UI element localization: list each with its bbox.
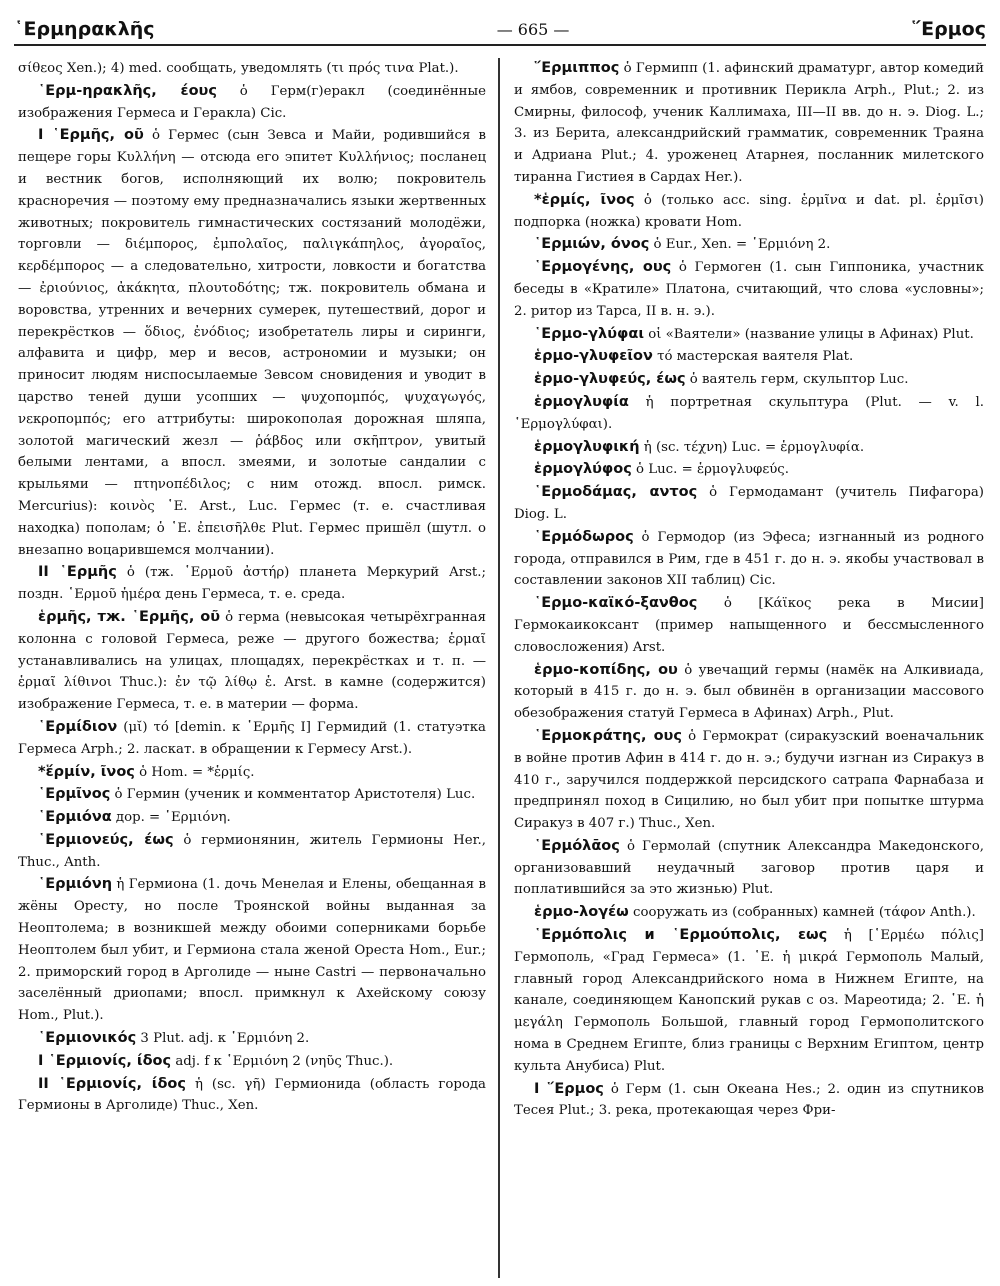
dictionary-entry [514, 437, 984, 459]
entry-definition: ὁ Гермин (ученик и комментатор Аристотеля) Luc. [110, 787, 476, 803]
entry-definition: ἡ [῾Ερμέω πόλις] Гермополь, «Град Гермеса» (1. ῾Ε. ἡ μικρά Гермополь Малый, главный город Александрийского нома в Нижнем Египте, на канале, соединяющем Канопский рукав с оз. Мареотида; 2. ῾Ε. ἡ μεγάλη Гермополь Большой, главный город Гермополитского нома в Среднем Египте, близ границы с Верхним Египтом, центр культа Анубиса) Plut. [514, 928, 984, 1074]
entry-headword: ῾Ερμογένης, ους [534, 259, 672, 276]
entry-headword: ῾Ερμίδιον [38, 718, 118, 735]
dictionary-entry [514, 1079, 984, 1123]
entry-headword: ἑρμογλυφία [534, 393, 629, 410]
entry-headword: *ἕρμίν, ῖνος [38, 763, 135, 780]
entry-definition: ὁ Гермодамант (учитель Пифагора) Diog. L. [514, 485, 984, 522]
entry-definition: ἡ (sc. γῆ) Гермионида (область города Гермионы в Арголиде) Thuc., Xen. [18, 1076, 486, 1114]
entry-headword: ῾Ερμ-ηρακλῆς, έους [38, 82, 217, 99]
dictionary-entry [514, 190, 984, 234]
left-column [14, 58, 500, 1278]
dictionary-entry [514, 324, 984, 346]
dictionary-entry [18, 807, 486, 829]
entry-definition: дор. = ῾Ερμιόνη. [111, 810, 231, 826]
dictionary-entry [18, 784, 486, 806]
page-header [14, 14, 986, 46]
entry-definition: сооружать из (собранных) камней (τάφον Anth.). [628, 905, 976, 921]
dictionary-entry [18, 717, 486, 761]
dictionary-entry [18, 562, 486, 606]
entry-headword: ῾Ερμιόνη [38, 876, 113, 893]
dictionary-entry [18, 830, 486, 874]
dictionary-entry [514, 346, 984, 368]
dictionary-entry [514, 482, 984, 526]
entry-headword: ῾Ερμοκράτης, ους [534, 727, 682, 744]
running-head-left: ῾Ερμηρακλῆς [14, 18, 155, 40]
entry-headword: ἑρμο-γλυφεύς, έως [534, 371, 686, 388]
entry-headword: ῞Ερμιππος [534, 60, 620, 76]
entry-headword: ἑρμο-λογέω [534, 904, 629, 921]
entry-definition: ὁ Гермес (сын Зевса и Майи, родившийся в пещере горы Κυλλήνη — отсюда его эпитет Κυλλήνιος; посланец и вестник богов, исполняющий их волю; покровитель красноречия — поэтому ему предназначались языки жертвенных животных; покровитель гимнастических состязаний молодёжи, торговли — διέμπορος, ἐμπολαῖος, παλιγκάπηλος, ἀγοραῖος, κερδέμπορος — а следовательно, хитрости, ловкости и богатства — ἐριούνιος, ἀκάκητα, πλουτοδότης; тж. покровитель обмана и воровства, утренних и вечерних сумерек, путешествий, дорог и перекрёстков — ὅδιος, ἐνόδιος; изобретатель лиры и сиринги, алфавита и цифр, мер и весов, астрономии и музыки; он приносит людям ниспосылаемые Зевсом сновидения и уводит в царство теней души усопших — ψυχοπομπός, ψυχαγωγός, νεκροπομπός; его аттрибуты: широкополая дорожная шляпа, золотой магический жезл — ῥάβδος или σκῆπτρον, увитый белыми лентами, а впосл. змеями, и золотые сандалии с крыльями — πτηνοπέδιλος; с ним отожд. впосл. римск. Mercurius): κοινὸς ῾Ε. Arst., Luc. Гермес (т. е. счастливая находка) пополам; ὁ ῾Ε. ἐπεισῆλθε Plut. Гермес пришёл (шутл. о внезапно воцарившемся молчании). [18, 128, 487, 558]
entry-definition: οἱ «Ваятели» (название улицы в Афинах) Plut. [643, 326, 974, 342]
dictionary-entry [514, 392, 984, 436]
entry-headword: ῾Ερμιών, όνος [534, 236, 650, 253]
dictionary-entry [514, 527, 984, 592]
entry-definition: ὁ Герм(г)еракл (соединённые изображения Гермеса и Геракла) Cic. [18, 83, 486, 121]
entry-headword: ῾Ερμιόνα [38, 809, 112, 826]
entry-definition: ὁ герма (невысокая четырёхгранная колонна с головой Гермеса, реже — другого божества; ἑρμαῖ устанавливались на улицах, площадях, перекрёстках и т. п. — ἑρμαῖ λίθινοι Thuc.): ἐν τῷ λίθῳ ἑ. Arst. в камне (содержится) изображение Гермеса, т. е. в материи — форма. [18, 609, 486, 713]
entry-headword: ῾Ερμο-γλύφαι [534, 325, 644, 342]
dictionary-entry [514, 925, 984, 1078]
entry-definition: ὁ (только acc. sing. ἑρμῖνα и dat. pl. ἑρμῖσι) подпорка (ножка) кровати Hom. [514, 192, 984, 230]
entry-headword: ῾Ερμόδωρος [534, 528, 634, 545]
dictionary-entry [18, 607, 486, 716]
entry-definition: ἡ Гермиона (1. дочь Менелая и Елены, обещанная в жёны Оресту, но после Троянской войны выданная за Неоптолема; в возникшей между обоими соперниками борьбе Неоптолем был убит, и Гермиона стала женой Ореста Hom., Eur.; 2. приморский город в Арголиде — ныне Castri — первоначально заселённый дриопами; впосл. примкнул к Ахейскому союзу Hom., Plut.). [18, 877, 486, 1024]
entry-headword: ῾Ερμο-καϊκό-ξανθος [534, 595, 698, 612]
page-number: — 665 — [496, 19, 570, 39]
entry-definition: ἡ портретная скульптура (Plut. — v. l. ῾Ερμογλύφαι). [514, 394, 984, 432]
entry-headword: ῾Ερμῖνος [38, 786, 111, 803]
entry-headword: II ῾Ερμιονίς, ίδος [38, 1075, 186, 1092]
entry-definition: adj. f к ῾Ερμιόνη 2 (νηῦς Thuc.). [171, 1053, 394, 1069]
entry-headword: ἑρμογλύφος [534, 461, 632, 478]
entry-definition: ὁ Hom. = *ἑρμίς. [134, 764, 255, 780]
dictionary-entry [514, 234, 984, 256]
dictionary-entry [514, 726, 984, 835]
entry-definition: ὁ гермионянин, житель Гермионы Her., Thuc., Anth. [18, 832, 486, 870]
entry-definition: ὁ [Κάϊκος река в Мисии] Гермокаикоксант (пример напыщенного и бессмысленного словосложения) Arst. [514, 596, 984, 655]
entry-definition: ὁ Гермолай (спутник Александра Македонского, организовавший неудачный заговор против царя и поплатившийся за это жизнью) Plut. [514, 838, 984, 898]
entry-headword: I ῾Ερμῆς, οῦ [38, 127, 144, 144]
entry-headword: ῾Ερμόλᾱος [534, 837, 620, 854]
entry-headword: II ῾Ερμῆς [38, 564, 117, 581]
entry-definition: ὁ (тж. ῾Ερμοῦ ἀστήρ) планета Меркурий Arst.; поздн. ῾Ερμοῦ ἡμέρα день Гермеса, т. е. среда. [18, 565, 486, 603]
dictionary-entry [514, 58, 984, 189]
entry-headword: ῾Ερμοδάμας, αντος [534, 484, 698, 501]
dictionary-entry [18, 81, 486, 125]
entry-definition: ὁ Гермодор (из Эфеса; изгнанный из родного города, отправился в Рим, где в 451 г. до н. э. якобы участвовал в составлении законов XII таблиц) Cic. [514, 529, 984, 589]
dictionary-entry [18, 1051, 486, 1073]
dictionary-entry [514, 836, 984, 901]
entry-definition: ὁ Герм (1. сын Океана Hes.; 2. один из спутников Тесея Plut.; 3. река, протекающая через Фри- [514, 1081, 984, 1119]
entry-definition: ὁ увечащий гермы (намёк на Алкивиада, который в 415 г. до н. э. был обвинён в организации массового обезображения статуй Гермеса в Афинах) Arph., Plut. [514, 662, 984, 722]
running-head-right: ῞Ερμος [911, 18, 986, 40]
dictionary-entry [18, 1028, 486, 1050]
entry-definition: ἡ (sc. τέχνη) Luc. = ἑρμογλυφία. [639, 439, 865, 455]
entry-definition: ὁ Гермократ (сиракузский военачальник в войне против Афин в 414 г. до н. э.; будучи изгнан из Сиракуз в 410 г., заручился поддержкой персидского сатрапа Фарнабаза и предпринял поход в Сицилию, но был убит при попытке штурма Сиракуз в 407 г.) Thuc., Xen. [514, 728, 984, 832]
entry-headword: ἑρμο-γλυφεῖον [534, 348, 653, 365]
entry-definition: ὁ Гермипп (1. афинский драматург, автор комедий и ямбов, современник и противник Перикла Arph., Plut.; 2. из Смирны, философ, ученик Каллимаха, III—II вв. до н. э. Diog. L.; 3. из Берита, александрийский грамматик, современник Траяна и Адриана Plut.; 4. уроженец Атарнея, посланник милетского тиранна Гистиея в Сардах Her.). [514, 61, 984, 185]
entry-definition: (μῐ) τό [demin. к ῾Ερμῆς I] Гермидий (1. статуэтка Гермеса Arph.; 2. ласкат. в обращении к Гермесу Arst.). [18, 719, 486, 757]
entry-definition: τό мастерская ваятеля Plat. [652, 349, 854, 365]
entry-definition: ὁ Гермоген (1. сын Гиппоника, участник беседы в «Кратиле» Платона, считающий, что слова «условны»; 2. ритор из Тарса, II в. н. э.). [514, 260, 984, 319]
dictionary-entry [18, 125, 486, 561]
entry-definition: ὁ Luc. = ἑρμογλυφεύς. [631, 462, 789, 478]
dictionary-entry [514, 660, 984, 725]
entry-headword: ἑρμο-κοπίδης, ου [534, 661, 678, 678]
entry-headword: ἑρμῆς, тж. ῾Ερμῆς, οῦ [38, 608, 221, 625]
entry-definition: ὁ ваятель герм, скульптор Luc. [685, 372, 909, 388]
dictionary-entry [18, 762, 486, 784]
entry-headword: ῾Ερμιονεύς, έως [38, 831, 174, 848]
dictionary-columns [14, 58, 986, 1278]
entry-definition: ὁ Eur., Xen. = ῾Ερμιόνη 2. [649, 237, 831, 253]
right-column [500, 58, 986, 1278]
entry-headword: ἑρμογλυφική [534, 438, 640, 455]
entry-definition: σίθεος Xen.); 4) med. сообщать, уведомлять (τι πρός τινα Plat.). [18, 61, 459, 76]
dictionary-entry [18, 58, 486, 80]
entry-headword: ῾Ερμιονικός [38, 1030, 137, 1047]
entry-definition: 3 Plut. adj. к ῾Ερμιόνη 2. [136, 1031, 310, 1047]
dictionary-entry [514, 257, 984, 322]
dictionary-entry [514, 902, 984, 924]
dictionary-entry [514, 459, 984, 481]
entry-headword: I ῞Ερμος [534, 1080, 604, 1097]
dictionary-entry [18, 1074, 486, 1118]
entry-headword: I ῾Ερμιονίς, ίδος [38, 1052, 172, 1069]
dictionary-entry [18, 874, 486, 1027]
dictionary-entry [514, 369, 984, 391]
dictionary-entry [514, 593, 984, 658]
entry-headword: *ἑρμίς, ῖνος [534, 191, 635, 208]
entry-headword: ῾Ερμόπολις и ῾Ερμούπολις, εως [534, 927, 828, 944]
